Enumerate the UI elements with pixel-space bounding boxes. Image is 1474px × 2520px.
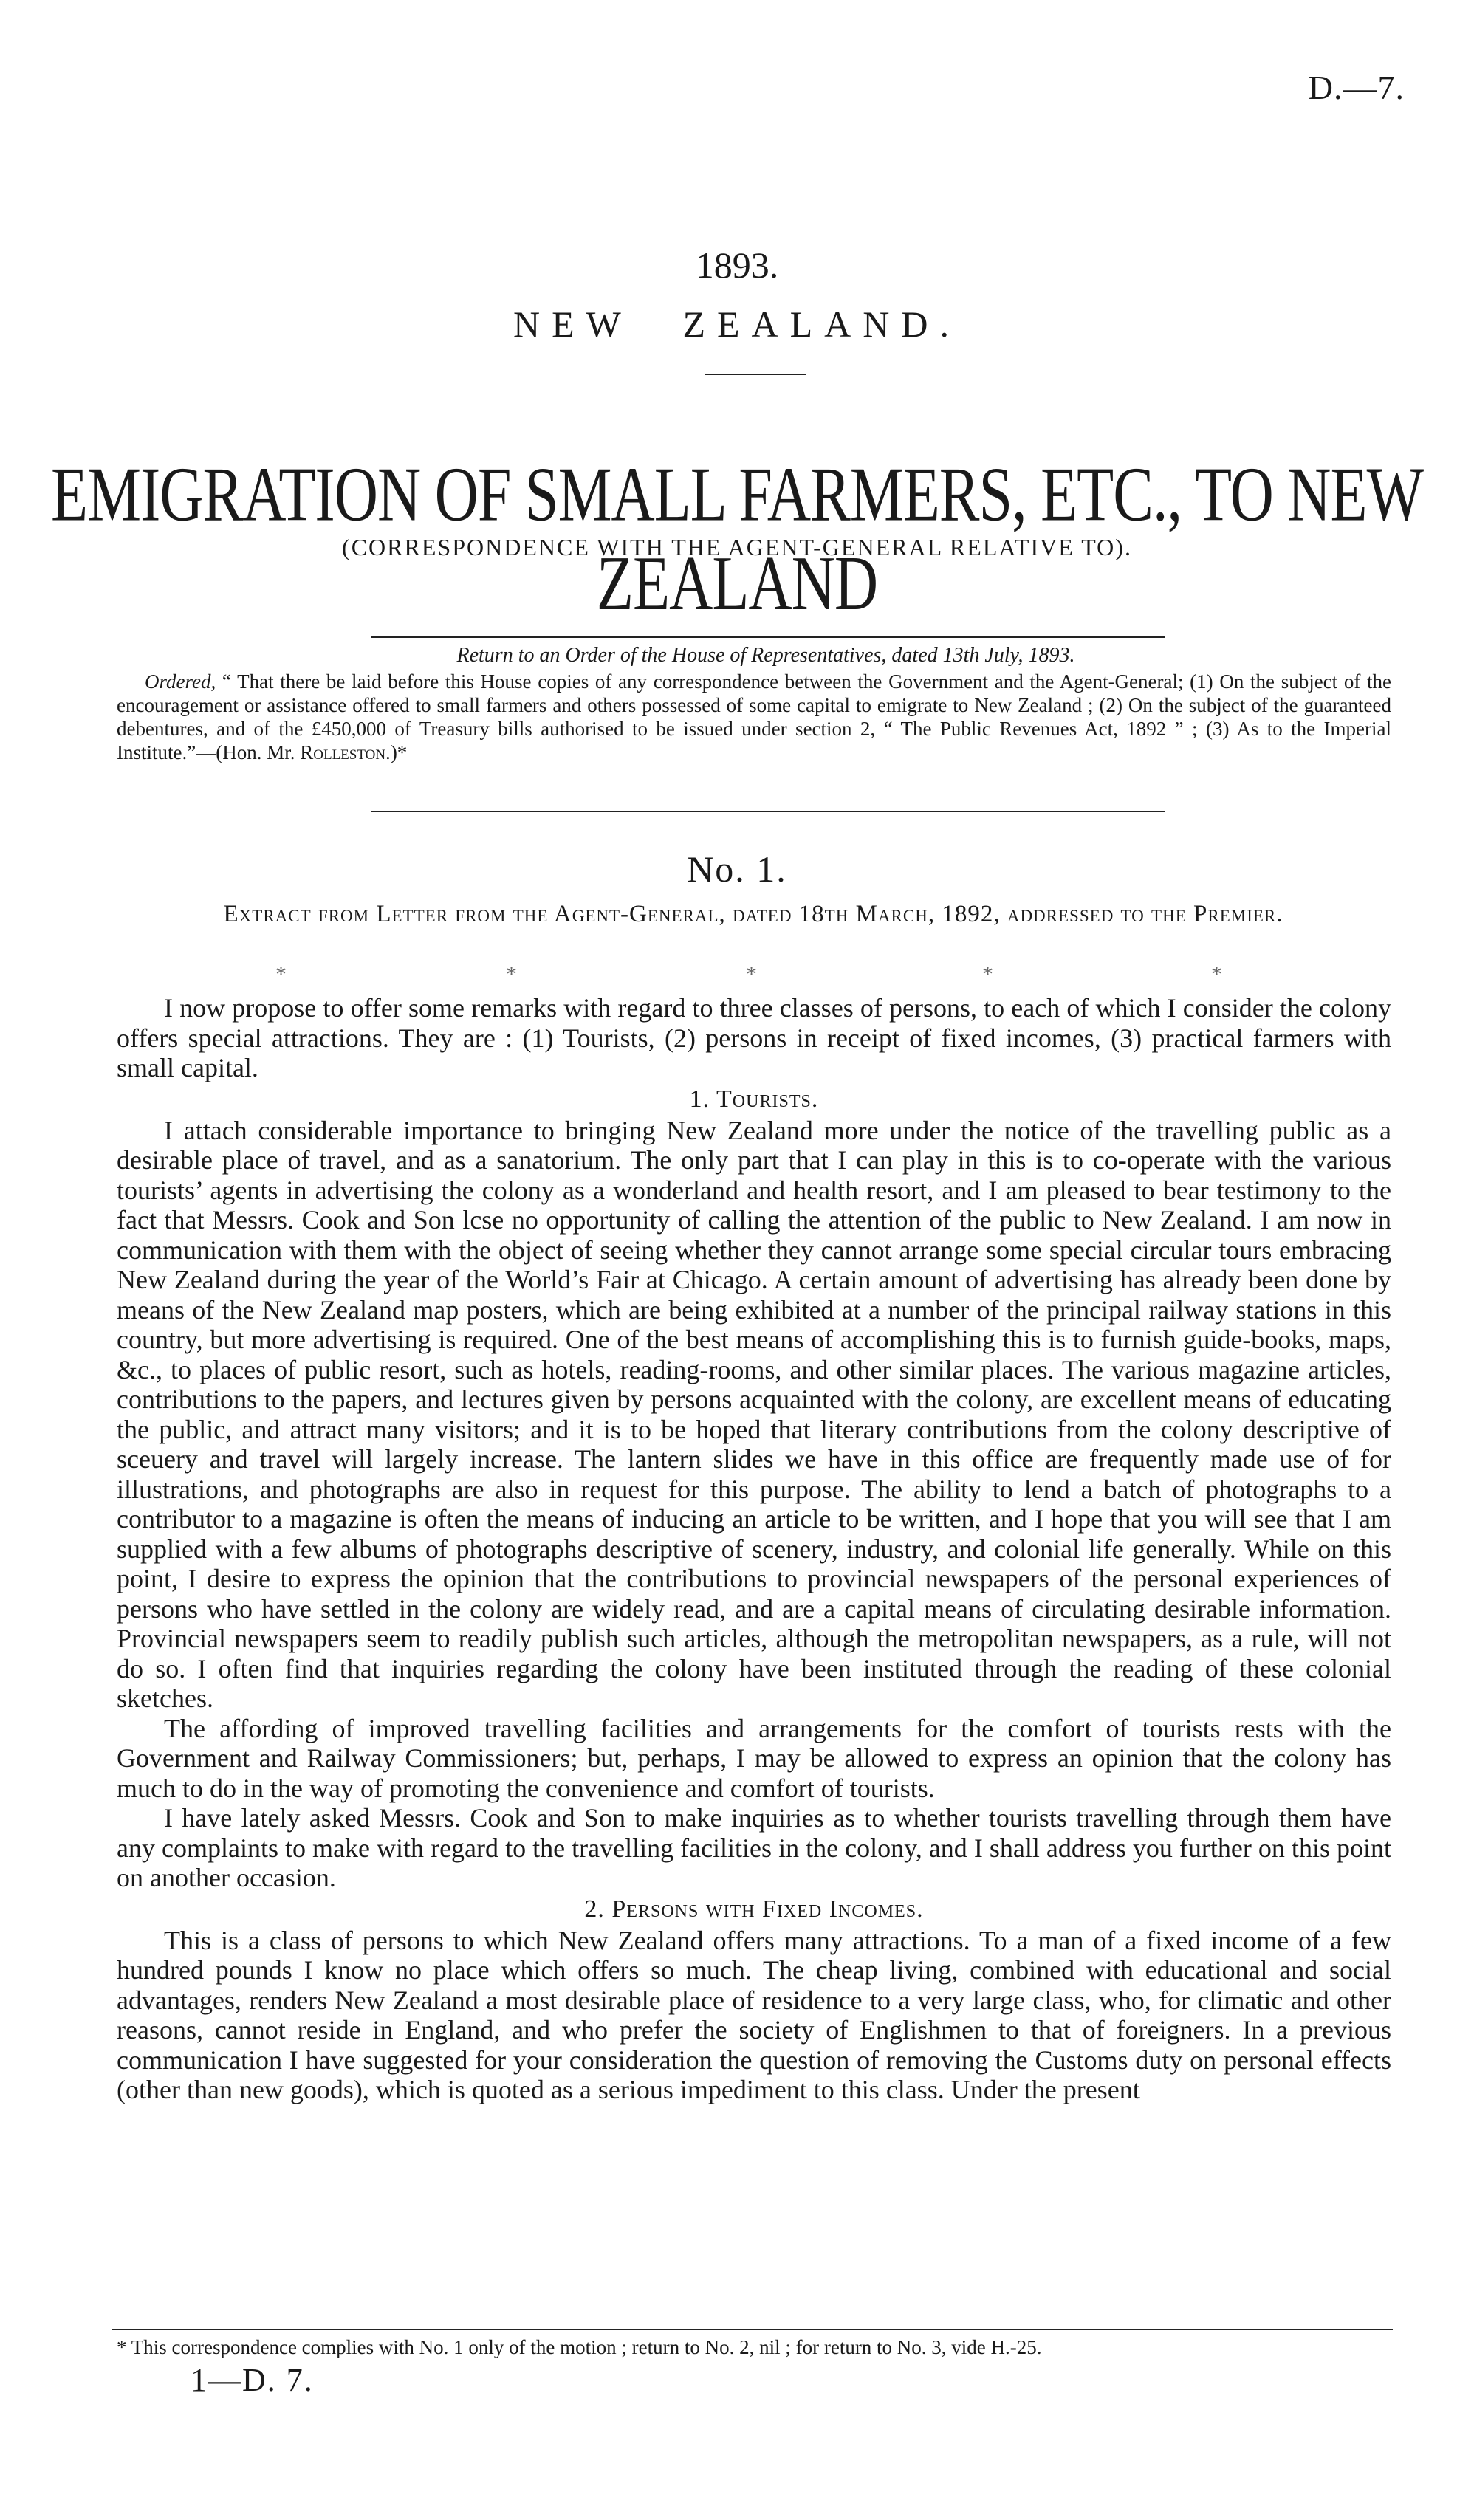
letter-number: No. 1. — [687, 848, 787, 890]
document-year: 1893. — [695, 244, 779, 286]
body-paragraph: This is a class of persons to which New Zealand offers many attractions. To a man of a fixed income of a few hundred pounds I know no place which offers so much. The cheap living, combined with educational and social advantages, renders New Zealand a most desirable place of residence to a very large class, who, for climatic and other reasons, cannot reside in England, and who prefer the society of Englishmen to that of foreigners. In a previous communication I have suggested for your consideration the question of removing the Customs duty on personal effects (other than new goods), which is quoted as a serious impediment to this class. Under the present — [117, 1925, 1391, 2104]
return-line: Return to an Order of the House of Representatives, dated 13th July, 1893. — [456, 644, 1075, 667]
omission-stars — [0, 962, 1474, 992]
order-bottom-rule — [371, 811, 1165, 812]
body-paragraph: I attach considerable importance to bringing New Zealand more under the notice of the travelling public as a desirable place of travel, and as a sanatorium. The only part that I can play in this is to co-operate with the various tourists’ agents in advertising the colony as a wonderland and health resort, and I am pleased to bear testimony to the fact that Messrs. Cook and Son lcse no opportunity of calling the attention of the public to New Zealand. I am now in communication with them with the object of seeing whether they cannot arrange some special circular tours embracing New Zealand during the year of the World’s Fair at Chicago. A certain amount of advertising has already been done by means of the New Zealand map posters, which are being exhibited at a number of the principal railway stations in this country, but more advertising is required. One of the best means of accomplishing this is to furnish guide-books, maps, &c., to places of public resort, such as hotels, reading-rooms, and other similar places. The various magazine articles, contributions to the papers, and lectures given by persons acquainted with the colony, are excellent means of educating the public, and attract many visitors; and it is to be hoped that literary contributions from the colony descriptive of sceuery and travel will largely increase. The lantern slides we have in this office are frequently made use of for illustrations, and photographs are also in request for this purpose. The ability to lend a batch of photographs to a contributor to a magazine is often the means of inducing an article to be written, and I hope that you will see that I am supplied with a few albums of photographs descriptive of scenery, industry, and colonial life generally. While on this point, I desire to express the opinion that the contributions to provincial newspapers of the personal experiences of persons who have settled in the colony are widely read, and are a capital means of circulating desirable information. Provincial newspapers seem to readily publish such articles, although the metropolitan newspapers, as a rule, will not do so. I often find that inquiries regarding the colony have been instituted through the reading of these colonial sketches. — [117, 1115, 1391, 1713]
ordered-label: Ordered, — [145, 670, 216, 693]
omission-star: * — [275, 962, 287, 986]
header-divider — [705, 374, 806, 375]
omission-star: * — [746, 962, 757, 986]
order-mover: Rolleston. — [300, 741, 391, 763]
document-title: EMIGRATION OF SMALL FARMERS, ETC., TO NEW ZEALAND — [50, 451, 1423, 627]
omission-star: * — [982, 962, 993, 986]
omission-star: * — [1211, 962, 1222, 986]
letter-heading: Extract from Letter from the Agent-General, dated 18th March, 1892, addressed to the Premier. — [223, 901, 1283, 927]
document-country: NEW ZEALAND. — [513, 303, 961, 345]
section-heading: 2. Persons with Fixed Incomes. — [584, 1895, 924, 1923]
section-heading: 1. Tourists. — [689, 1085, 819, 1113]
document-reference: D.—7. — [1308, 69, 1405, 106]
order-top-rule — [371, 636, 1165, 638]
body-paragraph: The affording of improved travelling facilities and arrangements for the comfort of tourists rests with the Government and Railway Commissioners; but, perhaps, I may be allowed to express an opinion that the colony has much to do in the way of promoting the convenience and comfort of tourists. — [117, 1713, 1391, 1803]
order-text: “ That there be laid before this House copies of any correspondence between the Government and the Agent-General; (1) On the subject of the encouragement or assistance offered to small farmers and others possessed of some capital to emigrate to New Zealand ; (2) On the subject of the guaranteed debentures, and of the £450,000 of Treasury bills authorised to be issued under section 2, “ The Public Revenues Act, 1892 ” ; (3) As to the Imperial Institute.”—(Hon. Mr. — [117, 670, 1392, 763]
footnote: * This correspondence complies with No. 1 only of the motion ; return to No. 2, nil ; for return to No. 3, vide H.-25. — [117, 2336, 1042, 2358]
document-subtitle: (CORRESPONDENCE WITH THE AGENT-GENERAL RELATIVE TO). — [342, 534, 1132, 560]
footnote-marker: )* — [390, 741, 408, 763]
order-paragraph — [117, 670, 1391, 764]
body-paragraph: I have lately asked Messrs. Cook and Son to make inquiries as to whether tourists travelling through them have any complaints to make with regard to the travelling facilities in the colony, and I shall address you further on this point on another occasion. — [117, 1803, 1391, 1892]
letter-body — [117, 993, 1391, 2105]
omission-star: * — [506, 962, 517, 986]
footnote-rule — [112, 2329, 1393, 2330]
sheet-signature: 1—D. 7. — [191, 2362, 314, 2398]
body-paragraph: I now propose to offer some remarks with regard to three classes of persons, to each of which I consider the colony offers special attractions. They are : (1) Tourists, (2) persons in receipt of fixed incomes, (3) practical farmers with small capital. — [117, 993, 1391, 1082]
